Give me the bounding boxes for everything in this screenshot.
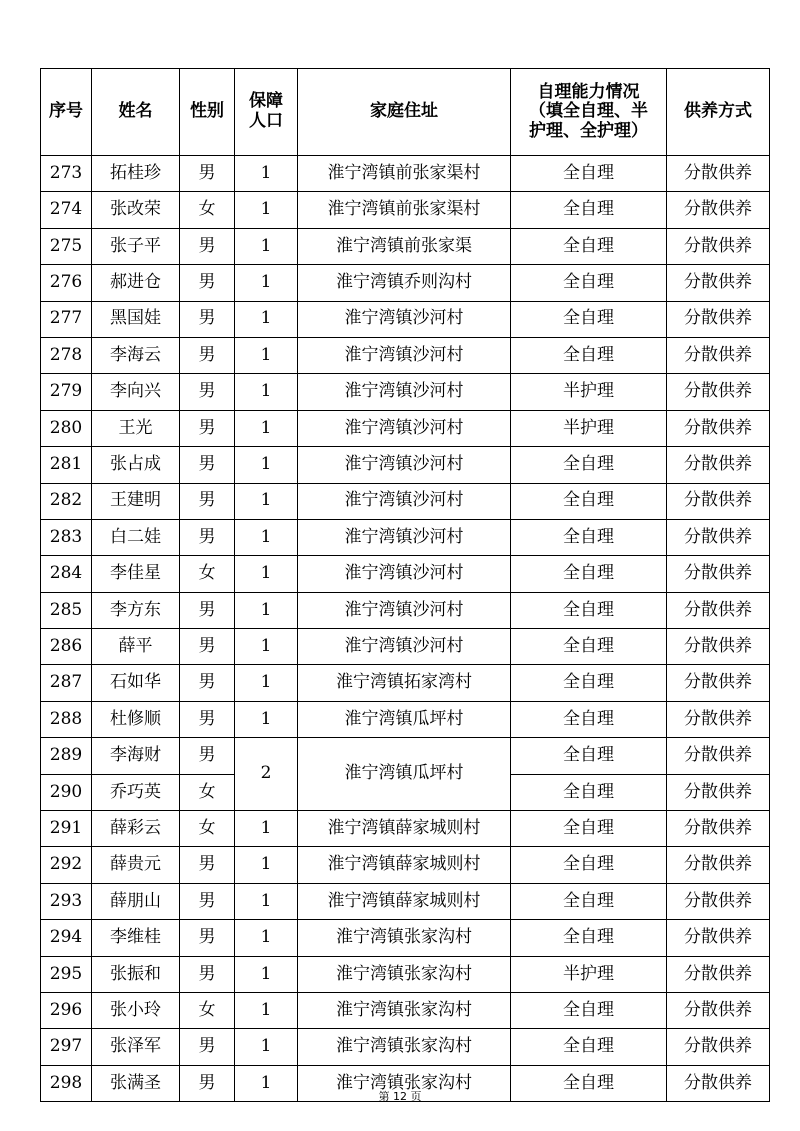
cell-covered: 1 xyxy=(235,374,298,410)
cell-name: 李向兴 xyxy=(92,374,180,410)
table-row xyxy=(41,265,770,301)
cell-ability: 全自理 xyxy=(511,1065,667,1101)
cell-support: 分散供养 xyxy=(667,920,770,956)
cell-ability: 全自理 xyxy=(511,556,667,592)
cell-name: 李海财 xyxy=(92,738,180,774)
cell-no: 294 xyxy=(41,920,92,956)
cell-no: 290 xyxy=(41,774,92,810)
cell-no: 287 xyxy=(41,665,92,701)
cell-covered-merged: 2 xyxy=(235,738,298,811)
cell-address: 淮宁湾镇拓家湾村 xyxy=(298,665,511,701)
cell-no: 278 xyxy=(41,337,92,373)
cell-covered: 1 xyxy=(235,301,298,337)
cell-ability: 全自理 xyxy=(511,228,667,264)
cell-covered: 1 xyxy=(235,920,298,956)
cell-no: 289 xyxy=(41,738,92,774)
cell-gender: 男 xyxy=(180,1065,235,1101)
cell-covered: 1 xyxy=(235,1029,298,1065)
table-row xyxy=(41,701,770,737)
table-row xyxy=(41,156,770,192)
cell-covered: 1 xyxy=(235,883,298,919)
cell-gender: 男 xyxy=(180,665,235,701)
table-header xyxy=(41,69,770,156)
cell-ability: 全自理 xyxy=(511,265,667,301)
header-gender: 性别 xyxy=(180,69,235,156)
cell-ability: 全自理 xyxy=(511,883,667,919)
cell-ability: 全自理 xyxy=(511,811,667,847)
table-body xyxy=(41,156,770,1102)
cell-name: 李维桂 xyxy=(92,920,180,956)
cell-support: 分散供养 xyxy=(667,701,770,737)
cell-no: 296 xyxy=(41,992,92,1028)
cell-support: 分散供养 xyxy=(667,301,770,337)
cell-gender: 男 xyxy=(180,883,235,919)
cell-gender: 男 xyxy=(180,228,235,264)
cell-support: 分散供养 xyxy=(667,374,770,410)
cell-no: 274 xyxy=(41,192,92,228)
cell-gender: 女 xyxy=(180,774,235,810)
cell-no: 298 xyxy=(41,1065,92,1101)
cell-ability: 全自理 xyxy=(511,1029,667,1065)
cell-name: 黑国娃 xyxy=(92,301,180,337)
header-covered-line2: 人口 xyxy=(249,111,283,131)
cell-gender: 女 xyxy=(180,992,235,1028)
cell-address: 淮宁湾镇张家沟村 xyxy=(298,956,511,992)
roster-table xyxy=(40,68,770,1102)
cell-name: 薛彩云 xyxy=(92,811,180,847)
cell-ability: 全自理 xyxy=(511,992,667,1028)
cell-ability: 全自理 xyxy=(511,192,667,228)
cell-address: 淮宁湾镇乔则沟村 xyxy=(298,265,511,301)
cell-name: 张泽军 xyxy=(92,1029,180,1065)
cell-ability: 全自理 xyxy=(511,920,667,956)
cell-support: 分散供养 xyxy=(667,847,770,883)
cell-ability: 全自理 xyxy=(511,738,667,774)
cell-gender: 男 xyxy=(180,738,235,774)
table-row xyxy=(41,811,770,847)
cell-address: 淮宁湾镇薛家城则村 xyxy=(298,847,511,883)
cell-covered: 1 xyxy=(235,410,298,446)
table-row xyxy=(41,483,770,519)
cell-address: 淮宁湾镇沙河村 xyxy=(298,410,511,446)
cell-name: 王光 xyxy=(92,410,180,446)
cell-address: 淮宁湾镇沙河村 xyxy=(298,519,511,555)
cell-covered: 1 xyxy=(235,665,298,701)
cell-gender: 男 xyxy=(180,301,235,337)
cell-ability: 半护理 xyxy=(511,956,667,992)
cell-gender: 男 xyxy=(180,410,235,446)
cell-name: 李佳星 xyxy=(92,556,180,592)
cell-covered: 1 xyxy=(235,156,298,192)
cell-support: 分散供养 xyxy=(667,883,770,919)
table-row xyxy=(41,665,770,701)
cell-gender: 男 xyxy=(180,374,235,410)
cell-address: 淮宁湾镇张家沟村 xyxy=(298,1029,511,1065)
cell-no: 291 xyxy=(41,811,92,847)
cell-address: 淮宁湾镇薛家城则村 xyxy=(298,883,511,919)
cell-address: 淮宁湾镇沙河村 xyxy=(298,374,511,410)
table-row xyxy=(41,447,770,483)
cell-name: 拓桂珍 xyxy=(92,156,180,192)
cell-gender: 男 xyxy=(180,265,235,301)
cell-name: 张振和 xyxy=(92,956,180,992)
cell-support: 分散供养 xyxy=(667,592,770,628)
cell-no: 275 xyxy=(41,228,92,264)
cell-covered: 1 xyxy=(235,992,298,1028)
cell-name: 李海云 xyxy=(92,337,180,373)
cell-covered: 1 xyxy=(235,629,298,665)
page-number: 第 12 页 xyxy=(378,1090,422,1103)
cell-support: 分散供养 xyxy=(667,1065,770,1101)
cell-address: 淮宁湾镇沙河村 xyxy=(298,556,511,592)
header-covered-line1: 保障 xyxy=(249,91,283,112)
cell-no: 292 xyxy=(41,847,92,883)
cell-ability: 全自理 xyxy=(511,337,667,373)
cell-support: 分散供养 xyxy=(667,483,770,519)
cell-covered: 1 xyxy=(235,556,298,592)
cell-ability: 全自理 xyxy=(511,519,667,555)
table-row xyxy=(41,1029,770,1065)
cell-covered: 1 xyxy=(235,592,298,628)
table-row xyxy=(41,992,770,1028)
cell-support: 分散供养 xyxy=(667,156,770,192)
cell-address-merged: 淮宁湾镇瓜坪村 xyxy=(298,738,511,811)
cell-address: 淮宁湾镇前张家渠村 xyxy=(298,156,511,192)
cell-address: 淮宁湾镇沙河村 xyxy=(298,301,511,337)
cell-ability: 半护理 xyxy=(511,410,667,446)
cell-address: 淮宁湾镇沙河村 xyxy=(298,447,511,483)
cell-name: 薛朋山 xyxy=(92,883,180,919)
cell-gender: 女 xyxy=(180,811,235,847)
cell-ability: 全自理 xyxy=(511,774,667,810)
table-row xyxy=(41,337,770,373)
cell-no: 280 xyxy=(41,410,92,446)
cell-covered: 1 xyxy=(235,265,298,301)
cell-no: 286 xyxy=(41,629,92,665)
cell-no: 282 xyxy=(41,483,92,519)
cell-address: 淮宁湾镇薛家城则村 xyxy=(298,811,511,847)
cell-gender: 男 xyxy=(180,629,235,665)
table-row xyxy=(41,920,770,956)
cell-no: 279 xyxy=(41,374,92,410)
cell-support: 分散供养 xyxy=(667,192,770,228)
cell-no: 276 xyxy=(41,265,92,301)
cell-support: 分散供养 xyxy=(667,774,770,810)
header-covered xyxy=(235,69,298,156)
cell-ability: 全自理 xyxy=(511,447,667,483)
cell-gender: 男 xyxy=(180,956,235,992)
cell-ability: 全自理 xyxy=(511,156,667,192)
cell-support: 分散供养 xyxy=(667,337,770,373)
cell-name: 张小玲 xyxy=(92,992,180,1028)
header-ability-line2: （填全自理、半 xyxy=(529,101,648,122)
table-row xyxy=(41,847,770,883)
table-row xyxy=(41,629,770,665)
table-row xyxy=(41,556,770,592)
header-ability xyxy=(511,69,667,156)
cell-gender: 男 xyxy=(180,447,235,483)
cell-no: 273 xyxy=(41,156,92,192)
cell-name: 薛平 xyxy=(92,629,180,665)
cell-gender: 男 xyxy=(180,592,235,628)
cell-no: 283 xyxy=(41,519,92,555)
table-row xyxy=(41,192,770,228)
cell-support: 分散供养 xyxy=(667,228,770,264)
cell-name: 张满圣 xyxy=(92,1065,180,1101)
cell-support: 分散供养 xyxy=(667,556,770,592)
cell-no: 284 xyxy=(41,556,92,592)
cell-address: 淮宁湾镇张家沟村 xyxy=(298,1065,511,1101)
cell-ability: 全自理 xyxy=(511,629,667,665)
cell-no: 295 xyxy=(41,956,92,992)
cell-name: 白二娃 xyxy=(92,519,180,555)
table-row xyxy=(41,301,770,337)
cell-name: 张占成 xyxy=(92,447,180,483)
cell-address: 淮宁湾镇前张家渠 xyxy=(298,228,511,264)
cell-covered: 1 xyxy=(235,228,298,264)
cell-support: 分散供养 xyxy=(667,447,770,483)
cell-name: 郝进仓 xyxy=(92,265,180,301)
header-ability-line3: 护理、全护理） xyxy=(529,120,648,141)
cell-name: 张子平 xyxy=(92,228,180,264)
header-name: 姓名 xyxy=(92,69,180,156)
cell-support: 分散供养 xyxy=(667,265,770,301)
cell-no: 297 xyxy=(41,1029,92,1065)
cell-name: 张改荣 xyxy=(92,192,180,228)
cell-name: 薛贵元 xyxy=(92,847,180,883)
table-row xyxy=(41,883,770,919)
cell-ability: 半护理 xyxy=(511,374,667,410)
cell-gender: 男 xyxy=(180,337,235,373)
cell-support: 分散供养 xyxy=(667,992,770,1028)
cell-gender: 男 xyxy=(180,483,235,519)
cell-ability: 全自理 xyxy=(511,701,667,737)
cell-address: 淮宁湾镇沙河村 xyxy=(298,629,511,665)
cell-gender: 男 xyxy=(180,1029,235,1065)
cell-address: 淮宁湾镇张家沟村 xyxy=(298,920,511,956)
table-row xyxy=(41,592,770,628)
table-row xyxy=(41,956,770,992)
cell-ability: 全自理 xyxy=(511,592,667,628)
header-ability-line1: 自理能力情况 xyxy=(537,81,640,102)
cell-ability: 全自理 xyxy=(511,665,667,701)
cell-covered: 1 xyxy=(235,811,298,847)
table-row xyxy=(41,738,770,774)
cell-gender: 男 xyxy=(180,920,235,956)
cell-gender: 男 xyxy=(180,847,235,883)
cell-name: 乔巧英 xyxy=(92,774,180,810)
cell-no: 277 xyxy=(41,301,92,337)
cell-covered: 1 xyxy=(235,337,298,373)
cell-support: 分散供养 xyxy=(667,811,770,847)
header-no: 序号 xyxy=(41,69,92,156)
header-address: 家庭住址 xyxy=(298,69,511,156)
cell-gender: 女 xyxy=(180,556,235,592)
cell-ability: 全自理 xyxy=(511,847,667,883)
cell-name: 王建明 xyxy=(92,483,180,519)
cell-gender: 女 xyxy=(180,192,235,228)
cell-covered: 1 xyxy=(235,519,298,555)
cell-covered: 1 xyxy=(235,192,298,228)
cell-covered: 1 xyxy=(235,847,298,883)
cell-covered: 1 xyxy=(235,956,298,992)
cell-support: 分散供养 xyxy=(667,738,770,774)
header-support: 供养方式 xyxy=(667,69,770,156)
cell-no: 281 xyxy=(41,447,92,483)
cell-address: 淮宁湾镇沙河村 xyxy=(298,483,511,519)
cell-address: 淮宁湾镇前张家渠村 xyxy=(298,192,511,228)
cell-ability: 全自理 xyxy=(511,301,667,337)
cell-support: 分散供养 xyxy=(667,665,770,701)
cell-name: 石如华 xyxy=(92,665,180,701)
cell-gender: 男 xyxy=(180,156,235,192)
table-row xyxy=(41,519,770,555)
cell-gender: 男 xyxy=(180,519,235,555)
cell-support: 分散供养 xyxy=(667,1029,770,1065)
cell-name: 李方东 xyxy=(92,592,180,628)
table-row xyxy=(41,374,770,410)
cell-address: 淮宁湾镇沙河村 xyxy=(298,592,511,628)
cell-address: 淮宁湾镇瓜坪村 xyxy=(298,701,511,737)
cell-no: 288 xyxy=(41,701,92,737)
cell-address: 淮宁湾镇沙河村 xyxy=(298,337,511,373)
cell-covered: 1 xyxy=(235,701,298,737)
cell-support: 分散供养 xyxy=(667,519,770,555)
cell-support: 分散供养 xyxy=(667,629,770,665)
cell-covered: 1 xyxy=(235,1065,298,1101)
cell-covered: 1 xyxy=(235,447,298,483)
cell-support: 分散供养 xyxy=(667,956,770,992)
cell-covered: 1 xyxy=(235,483,298,519)
cell-no: 293 xyxy=(41,883,92,919)
cell-no: 285 xyxy=(41,592,92,628)
cell-address: 淮宁湾镇张家沟村 xyxy=(298,992,511,1028)
cell-gender: 男 xyxy=(180,701,235,737)
header-row xyxy=(41,69,770,156)
cell-ability: 全自理 xyxy=(511,483,667,519)
table-row xyxy=(41,228,770,264)
cell-name: 杜修顺 xyxy=(92,701,180,737)
cell-support: 分散供养 xyxy=(667,410,770,446)
table-row xyxy=(41,410,770,446)
